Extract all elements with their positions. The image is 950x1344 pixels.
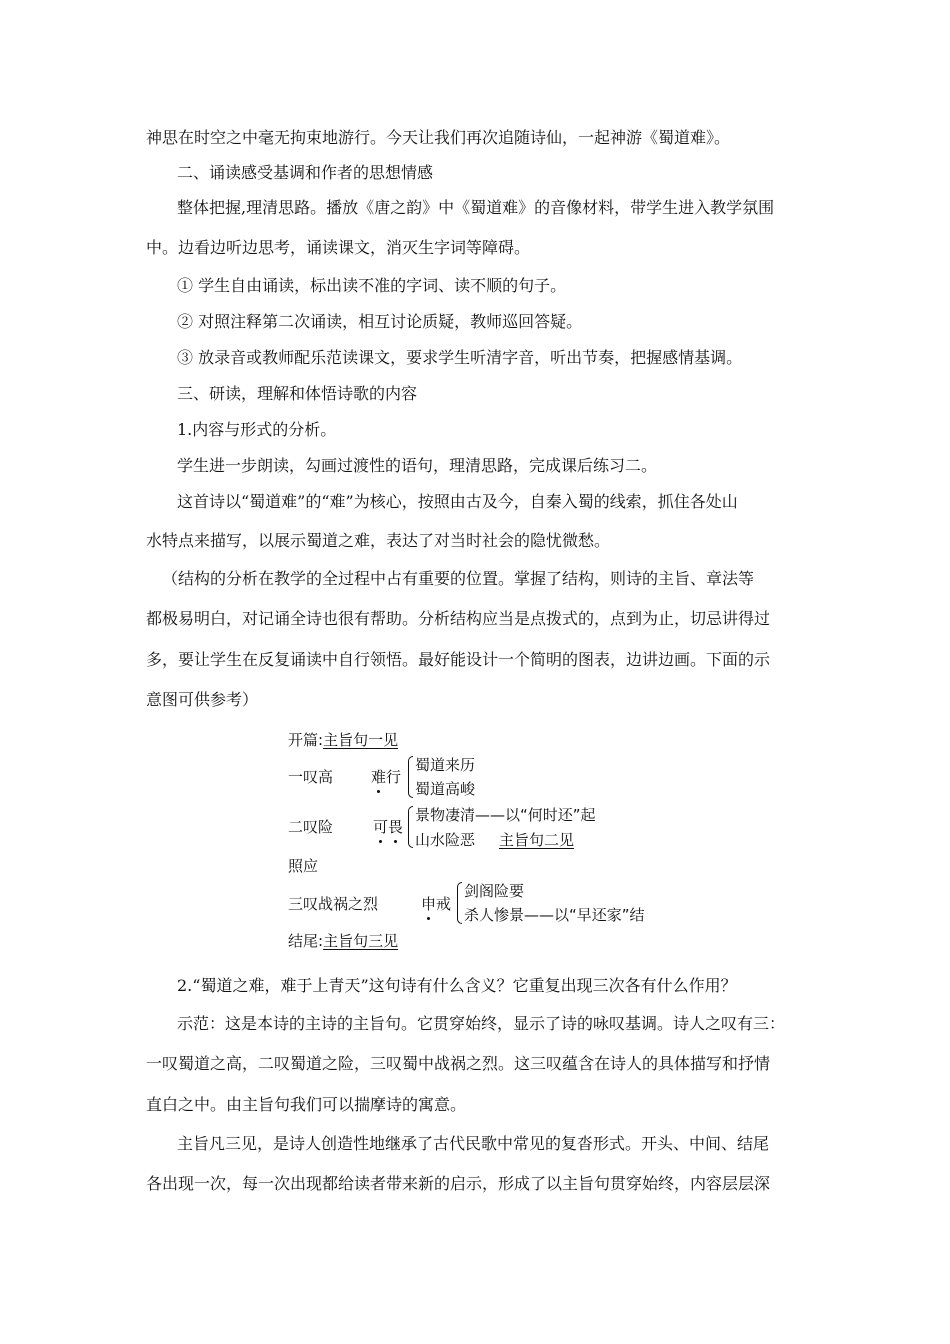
paragraph-line: 中。边看边听边思考，诵读课文，消灭生字词等障碍。: [146, 238, 531, 257]
list-item: ③ 放录音或教师配乐范读课文，要求学生听清字音，听出节奏，把握感情基调。: [177, 348, 743, 367]
ending-text: 主旨句三见: [323, 932, 399, 950]
list-item: ① 学生自由诵读，标出读不准的字词、读不顺的句子。: [177, 276, 567, 295]
paragraph-line: 学生进一步朗读，勾画过渡性的语句，理清思路，完成课后练习二。: [177, 456, 658, 475]
diagram-opening: [288, 731, 398, 749]
diagram-sigh3-item: 剑阁险要: [464, 882, 525, 900]
emphasis-char: 可: [373, 818, 389, 836]
diagram-sigh1: 一叹高: [288, 768, 334, 786]
opening-text: 主旨句一见: [323, 731, 399, 749]
diagram-echo: 照应: [288, 857, 319, 875]
diagram-sigh1-key: [371, 768, 401, 786]
diagram-sigh3: 三叹战祸之烈: [288, 895, 379, 913]
paragraph-line: 各出现一次，每一次出现都给读者带来新的启示，形成了以主旨句贯穿始终，内容层层深: [146, 1174, 771, 1193]
paragraph-line: 神思在时空之中毫无拘束地游行。今天让我们再次追随诗仙，一起神游《蜀道难》。: [146, 128, 731, 147]
paragraph-line: 示范：这是本诗的主诗的主旨句。它贯穿始终，显示了诗的咏叹基调。诗人之叹有三：: [177, 1014, 786, 1033]
diagram-brace: [408, 756, 413, 798]
section-heading: 二、诵读感受基调和作者的思想情感: [177, 163, 434, 182]
diagram-sigh2-item: 山水险恶: [415, 831, 476, 849]
paragraph-line: 意图可供参考）: [146, 690, 259, 709]
diagram-brace: [457, 882, 462, 924]
ending-separator: :: [318, 932, 324, 950]
diagram-sigh3-item: 杀人惨景——以“早还家”结: [464, 906, 645, 924]
opening-label: 开篇: [288, 731, 319, 749]
opening-separator: :: [318, 731, 324, 749]
emphasis-char: 申: [421, 895, 437, 913]
list-item: ② 对照注释第二次诵读，相互讨论质疑，教师巡回答疑。: [177, 312, 583, 331]
key-char: 戒: [436, 895, 452, 913]
paragraph-line: 直白之中。由主旨句我们可以揣摩诗的寓意。: [146, 1095, 467, 1114]
paragraph-line: （结构的分析在教学的全过程中占有重要的位置。掌握了结构，则诗的主旨、章法等: [162, 569, 755, 588]
section-heading: 三、研读，理解和体悟诗歌的内容: [177, 384, 418, 403]
diagram-sigh1-item: 蜀道来历: [415, 756, 476, 774]
key-char: 行: [386, 768, 402, 786]
paragraph-line: 水特点来描写，以展示蜀道之难，表达了对当时社会的隐忧微愁。: [146, 531, 611, 550]
diagram-sigh2-item: 景物凄清——以“何时还”起: [415, 806, 596, 824]
paragraph-line: 这首诗以“蜀道难”的“难”为核心，按照由古及今，自秦入蜀的线索，抓住各处山: [177, 492, 738, 511]
subsection-heading: 2.“蜀道之难，难于上青天”这句诗有什么含义？它重复出现三次各有什么作用？: [177, 976, 737, 995]
ending-label: 结尾: [288, 932, 319, 950]
paragraph-line: 主旨凡三见，是诗人创造性地继承了古代民歌中常见的复沓形式。开头、中间、结尾: [177, 1134, 770, 1153]
diagram-ending: [288, 932, 398, 950]
paragraph-line: 多，要让学生在反复诵读中自行领悟。最好能设计一个简明的图表，边讲边画。下面的示: [146, 650, 771, 669]
diagram-sigh3-key: [421, 895, 451, 913]
diagram-sigh2-key: [373, 818, 403, 836]
diagram-brace: [408, 806, 413, 848]
subsection-heading: 1.内容与形式的分析。: [177, 420, 337, 439]
diagram-sigh2: 二叹险: [288, 818, 334, 836]
diagram-sigh2-note: 主旨句二见: [499, 831, 575, 849]
emphasis-char: 难: [371, 768, 387, 786]
emphasis-char: 畏: [388, 818, 404, 836]
paragraph-line: 一叹蜀道之高，二叹蜀道之险，三叹蜀中战祸之烈。这三叹蕴含在诗人的具体描写和抒情: [146, 1054, 771, 1073]
paragraph-line: 整体把握,理清思路。播放《唐之韵》中《蜀道难》的音像材料，带学生进入教学氛围: [177, 198, 775, 217]
paragraph-line: 都极易明白，对记诵全诗也很有帮助。分析结构应当是点拨式的，点到为止，切忌讲得过: [146, 609, 771, 628]
diagram-sigh1-item: 蜀道高峻: [415, 780, 476, 798]
